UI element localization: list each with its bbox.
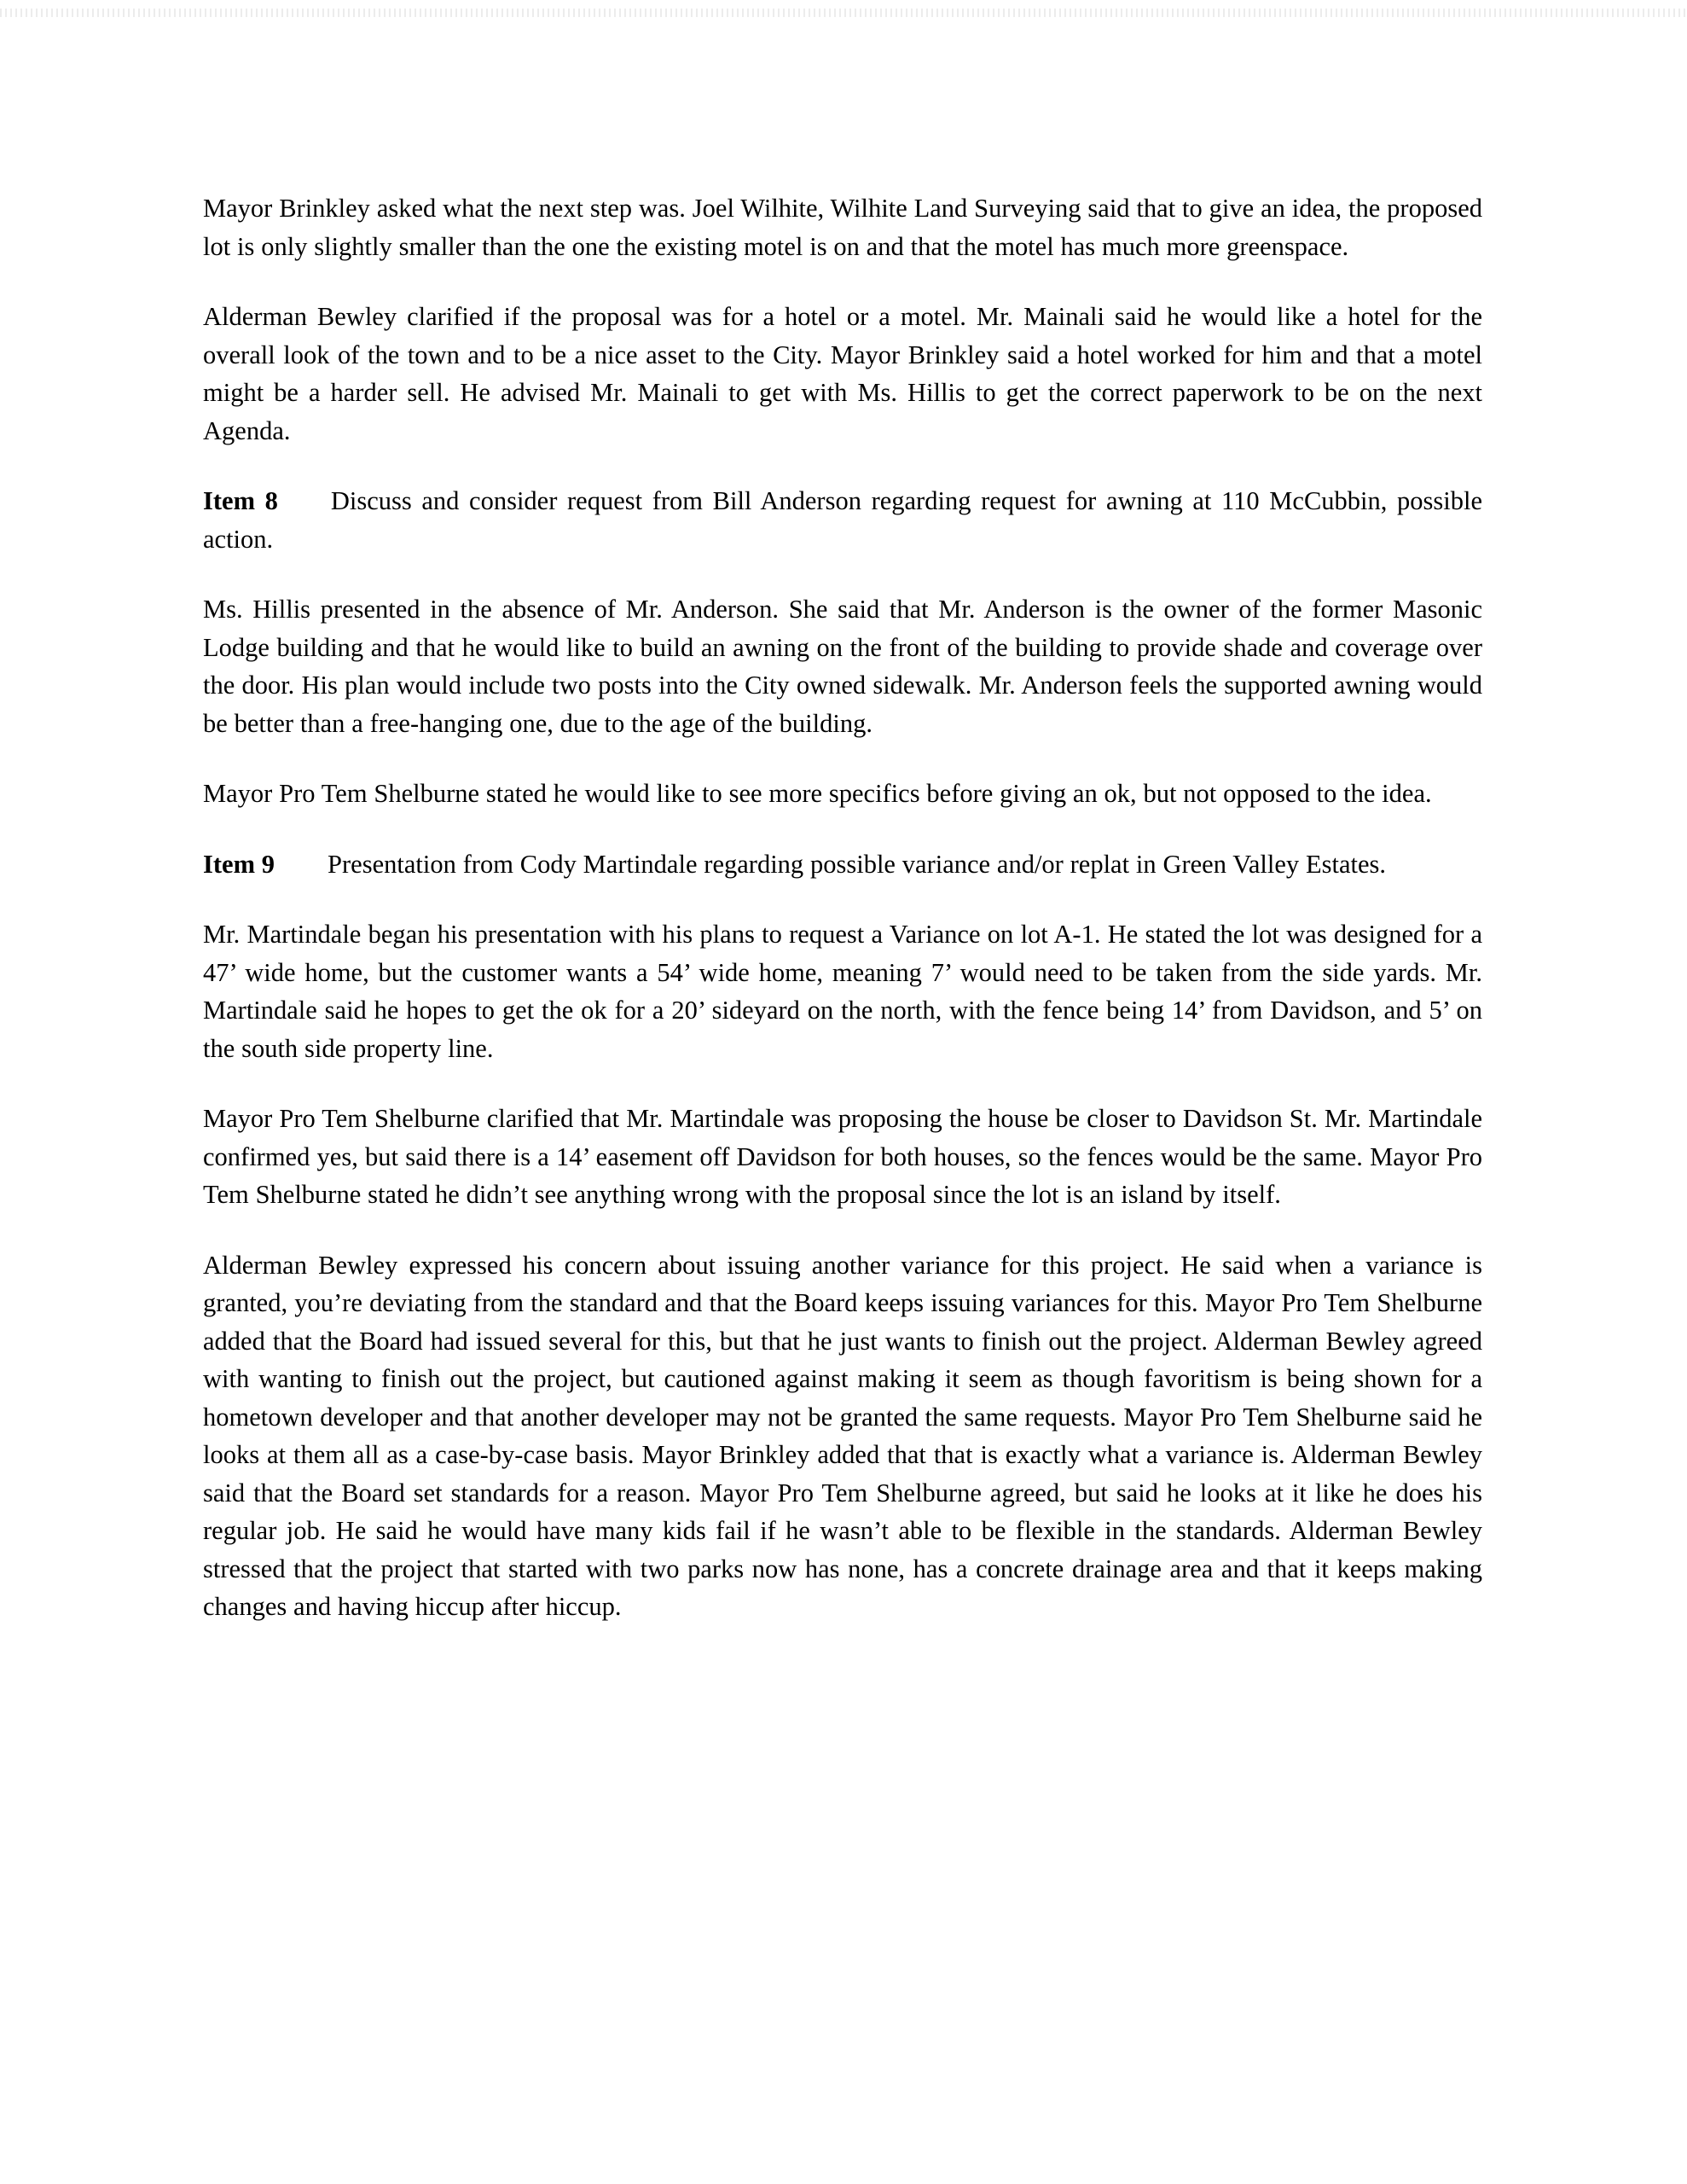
paragraph-awning-description: Ms. Hillis presented in the absence of Mr. Anderson. She said that Mr. Anderson is the owner of the former Masonic Lodge building and that he would like to build an awning on the front of the building to provide shade and coverage over the door. His plan would include two posts into the City owned sidewalk. Mr. Anderson feels the supported awning would be better than a free-hanging one, due to the age of the building. (203, 595, 1482, 738)
scan-artifact-strip (0, 9, 1687, 17)
agenda-item-8 (203, 482, 1482, 558)
paragraph-hotel-or-motel: Alderman Bewley clarified if the proposal was for a hotel or a motel. Mr. Mainali said he would like a hotel for the overall look of the town and to be a nice asset to the City. Mayor Brinkley said a hotel worked for him and that a motel might be a harder sell. He advised Mr. Mainali to get with Ms. Hillis to get the correct paperwork to be on the next Agenda. (203, 302, 1482, 445)
page-top-margin (0, 0, 1687, 5)
paragraph-shelburne-specifics: Mayor Pro Tem Shelburne stated he would like to see more specifics before giving an ok, but not opposed to the idea. (203, 779, 1432, 809)
agenda-item-8-label: Item 8 (203, 486, 278, 516)
document-body (203, 189, 1482, 1626)
paragraph-bewley-concern: Alderman Bewley expressed his concern about issuing another variance for this project. He said when a variance is granted, you’re deviating from the standard and that the Board keeps issuing variances for this. Mayor Pro Tem Shelburne added that the Board had issued several for this, but that he just wants to finish out the project. Alderman Bewley agreed with wanting to finish out the project, but cautioned against making it seem as though favoritism is being shown for a hometown developer and that another developer may not be granted the same requests. Mayor Pro Tem Shelburne said he looks at them all as a case-by-case basis. Mayor Brinkley added that that is exactly what a variance is. Alderman Bewley said that the Board set standards for a reason. Mayor Pro Tem Shelburne agreed, but said he looks at it like he does his regular job. He said he would have many kids fail if he wasn’t able to be flexible in the standards. Alderman Bewley stressed that the project that started with two parks now has none, has a concrete drainage area and that it keeps making changes and having hiccup after hiccup. (203, 1250, 1482, 1622)
paragraph-davidson-easement: Mayor Pro Tem Shelburne clarified that Mr. Martindale was proposing the house be closer to Davidson St. Mr. Martindale confirmed yes, but said there is a 14’ easement off Davidson for both houses, so the fences would be the same. Mayor Pro Tem Shelburne stated he didn’t see anything wrong with the proposal since the lot is an island by itself. (203, 1104, 1482, 1210)
agenda-item-8-text: Discuss and consider request from Bill Anderson regarding request for awning at 110 McCubbin, possible action. (203, 486, 1482, 554)
agenda-item-9-label: Item 9 (203, 849, 275, 879)
paragraph-martindale-variance: Mr. Martindale began his presentation with his plans to request a Variance on lot A-1. He stated the lot was designed for a 47’ wide home, but the customer wants a 54’ wide home, meaning 7’ would need to be taken from the side yards. Mr. Martindale said he hopes to get the ok for a 20’ sideyard on the north, with the fence being 14’ from Davidson, and 5’ on the south side property line. (203, 920, 1482, 1063)
agenda-item-9 (203, 845, 1482, 884)
paragraph-next-step: Mayor Brinkley asked what the next step was. Joel Wilhite, Wilhite Land Surveying said that to give an idea, the proposed lot is only slightly smaller than the one the existing motel is on and that the motel has much more greenspace. (203, 194, 1482, 261)
agenda-item-9-text: Presentation from Cody Martindale regarding possible variance and/or replat in Green Valley Estates. (328, 849, 1386, 879)
